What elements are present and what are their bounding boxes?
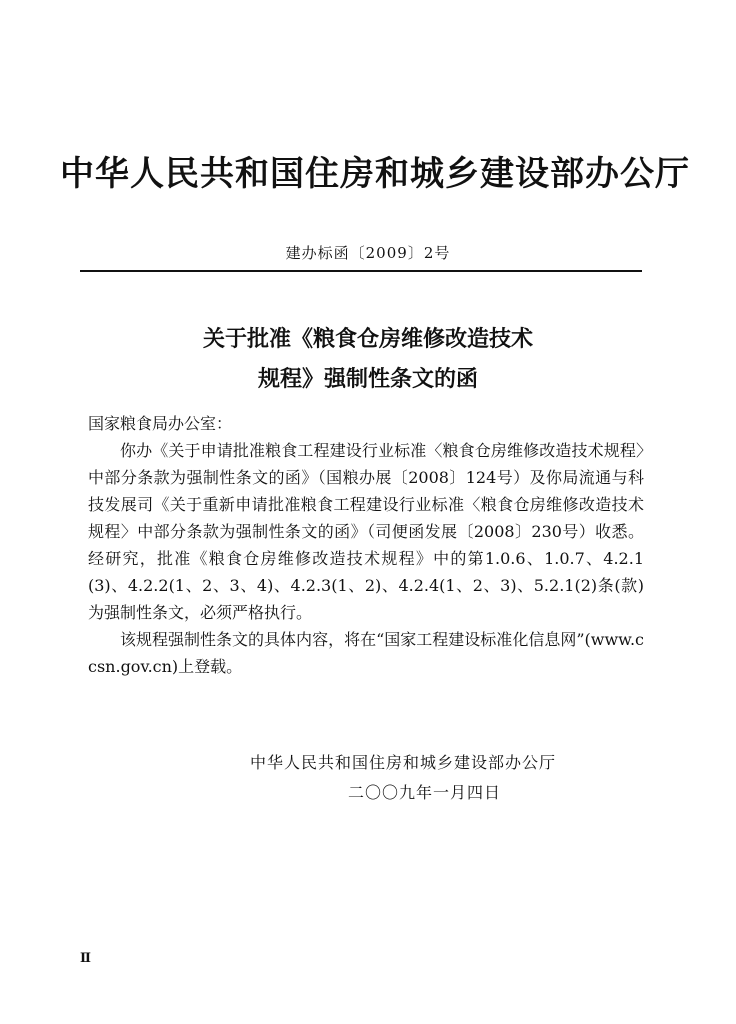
recipient: 国家粮食局办公室：	[88, 414, 233, 433]
subject-line-2: 规程》强制性条文的函	[257, 367, 478, 392]
document-number: 建办标函〔2009〕2号	[285, 244, 451, 262]
signature-date: 二〇〇九年一月四日	[348, 783, 502, 802]
body-paragraph-1: 你办《关于申请批准粮食工程建设行业标准〈粮食仓房维修改造技术规程〉中部分条款为强制性条文的函》（国粮办展〔2008〕124号）及你局流通与科技发展司《关于重新申请批准粮食工程建设行业标准〈粮食仓房维修改造技术规程〉中部分条款为强制性条文的函》（司便函发展〔2008〕230号）收悉。经研究，批准《粮食仓房维修改造技术规程》中的第1.0.6、1.0.7、4.2.1(3)、4.2.2(1、2、3、4)、4.2.3(1、2)、4.2.4(1、2、3)、5.2.1(2)条(款)为强制性条文，必须严格执行。	[88, 441, 644, 622]
header-divider	[80, 270, 642, 272]
subject-line-1: 关于批准《粮食仓房维修改造技术	[202, 327, 533, 352]
page-number: Ⅱ	[80, 951, 91, 966]
issuer-title: 中华人民共和国住房和城乡建设部办公厅	[60, 154, 690, 194]
body-paragraph-2: 该规程强制性条文的具体内容，将在“国家工程建设标准化信息网”(www.ccsn.gov.cn)上登载。	[88, 630, 644, 676]
signature-organization: 中华人民共和国住房和城乡建设部办公厅	[250, 753, 557, 772]
letter-body	[88, 437, 644, 680]
subject-heading	[0, 320, 736, 400]
